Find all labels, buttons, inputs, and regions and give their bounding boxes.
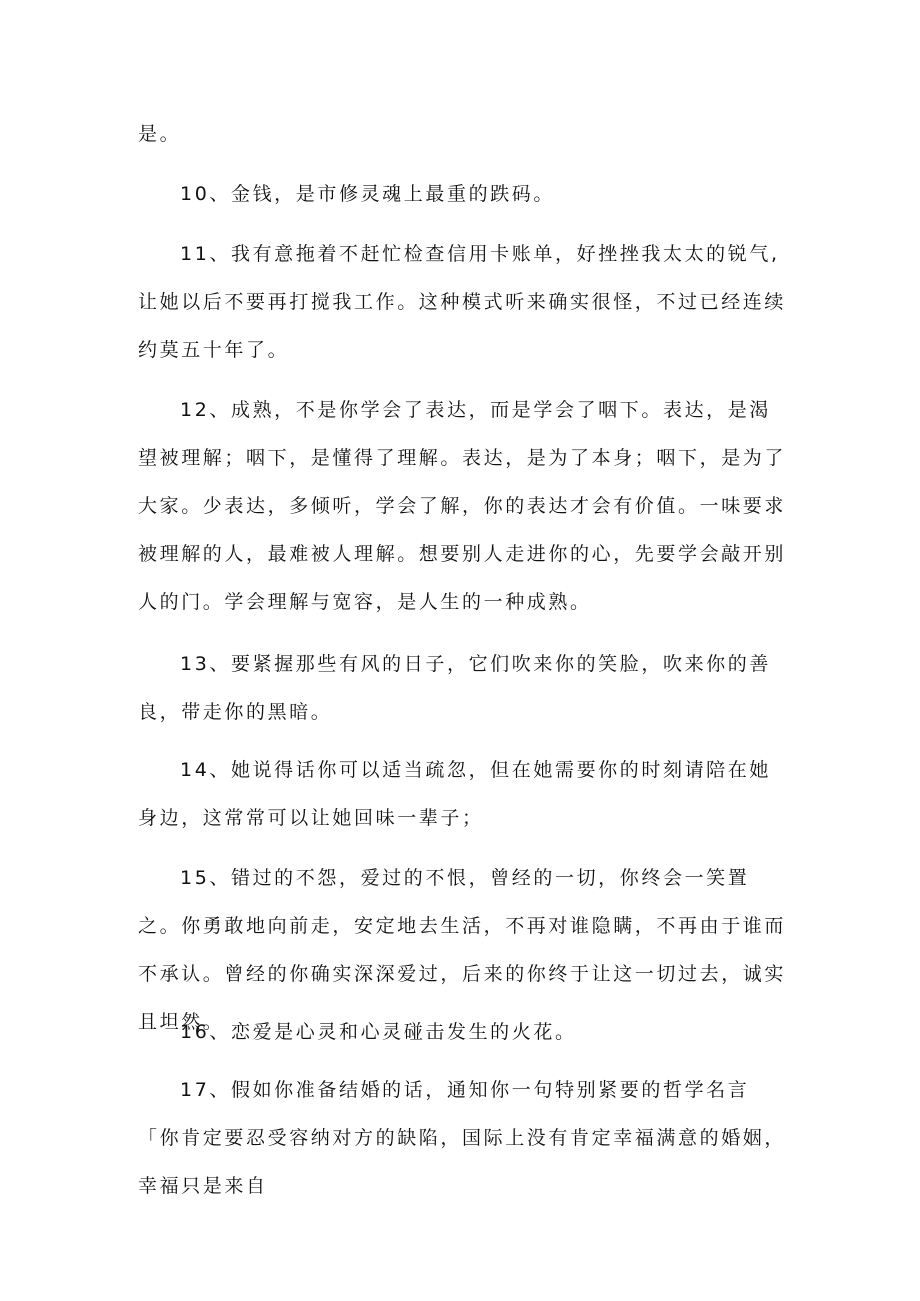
paragraph-13: 13、要紧握那些有风的日子，它们吹来你的笑脸，吹来你的善良，带走你的黑暗。	[138, 653, 771, 723]
paragraph-10: 10、金钱，是市修灵魂上最重的跌码。	[180, 183, 555, 205]
paragraph-12: 12、成熟，不是你学会了表达，而是学会了咽下。表达，是渴望被理解；咽下，是懂得了理解。表达，是为了本身；咽下，是为了大家。少表达，多倾听，学会了解，你的表达才会有价值。一味要求被理解的人，最难被人理解。想要别人走进你的心，先要学会敲开别人的门。学会理解与宽容，是人生的一种成熟。	[138, 399, 787, 613]
paragraph-17: 17、假如你准备结婚的话，通知你一句特别紧要的哲学名言「你肯定要忍受容纳对方的缺陷，国际上没有肯定幸福满意的婚姻，幸福只是来自	[138, 1079, 787, 1197]
paragraph-15: 15、错过的不怨，爱过的不恨，曾经的一切，你终会一笑置之。你勇敢地向前走，安定地去生活，不再对谁隐瞒，不再由于谁而不承认。曾经的你确实深深爱过，后来的你终于让这一切过去，诚实且坦然。	[138, 867, 787, 1033]
paragraph-16: 16、恋爱是心灵和心灵碰击发生的火花。	[180, 1021, 577, 1043]
paragraph-14: 14、她说得话你可以适当疏忽，但在她需要你的时刻请陪在她身边，这常常可以让她回味一辈子；	[138, 759, 771, 829]
paragraph-11: 11、我有意拖着不赶忙检查信用卡账单，好挫挫我太太的锐气,让她以后不要再打搅我工作。这种模式听来确实很怪，不过已经连续约莫五十年了。	[138, 243, 787, 361]
paragraph-continuation: 是。	[138, 123, 182, 145]
